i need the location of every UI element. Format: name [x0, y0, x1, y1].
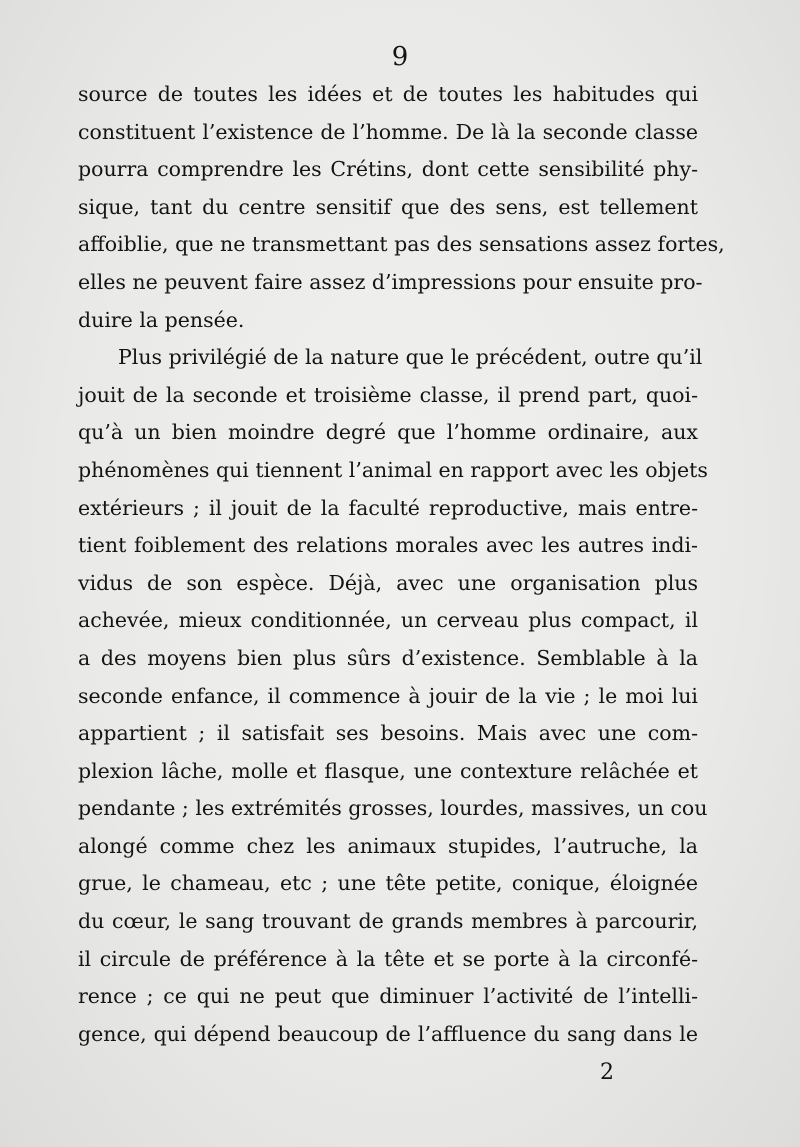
- text-line: pendante ; les extrémités grosses, lourdes, massives, un cou: [78, 796, 708, 821]
- text-line: du cœur, le sang trouvant de grands membres à parcourir,: [78, 909, 698, 934]
- text-line: rence ; ce qui ne peut que diminuer l’activité de l’intelli-: [78, 984, 698, 1009]
- text-line: gence, qui dépend beaucoup de l’affluence du sang dans le: [78, 1021, 698, 1046]
- text-line: vidus de son espèce. Déjà, avec une organisation plus: [78, 570, 698, 595]
- text-line: sique, tant du centre sensitif que des sens, est tellement: [78, 194, 698, 219]
- text-line: plexion lâche, molle et flasque, une contexture relâchée et: [78, 758, 698, 783]
- text-line: Plus privilégié de la nature que le précédent, outre qu’il: [118, 345, 703, 370]
- body-text: [78, 76, 725, 1053]
- text-line: grue, le chameau, etc ; une tête petite, conique, éloignée: [78, 871, 698, 896]
- text-line: source de toutes les idées et de toutes les habitudes qui: [78, 82, 698, 106]
- text-line: appartient ; il satisfait ses besoins. Mais avec une com-: [78, 721, 698, 746]
- text-line: jouit de la seconde et troisième classe, il prend part, quoi-: [78, 382, 698, 407]
- text-line: pourra comprendre les Crétins, dont cette sensibilité phy-: [78, 157, 698, 182]
- text-line: phénomènes qui tiennent l’animal en rapport avec les objets: [78, 457, 708, 482]
- text-line: tient foiblement des relations morales avec les autres indi-: [78, 533, 698, 558]
- page-number: 9: [391, 42, 409, 72]
- text-line: alongé comme chez les animaux stupides, l’autruche, la: [78, 833, 698, 858]
- text-line: seconde enfance, il commence à jouir de la vie ; le moi lui: [78, 683, 698, 708]
- text-line: qu’à un bien moindre degré que l’homme ordinaire, aux: [78, 420, 698, 445]
- signature-mark: 2: [600, 1060, 614, 1085]
- text-line: a des moyens bien plus sûrs d’existence. Semblable à la: [78, 645, 698, 670]
- text-line: constituent l’existence de l’homme. De là la seconde classe: [78, 119, 698, 144]
- text-line: achevée, mieux conditionnée, un cerveau plus compact, il: [78, 608, 698, 633]
- text-line: extérieurs ; il jouit de la faculté reproductive, mais entre-: [78, 495, 698, 520]
- text-line: duire la pensée.: [78, 307, 245, 332]
- text-line: il circule de préférence à la tête et se porte à la circonfé-: [78, 946, 698, 971]
- text-line: elles ne peuvent faire assez d’impressions pour ensuite pro-: [78, 269, 703, 294]
- text-line: affoiblie, que ne transmettant pas des sensations assez fortes,: [78, 232, 725, 257]
